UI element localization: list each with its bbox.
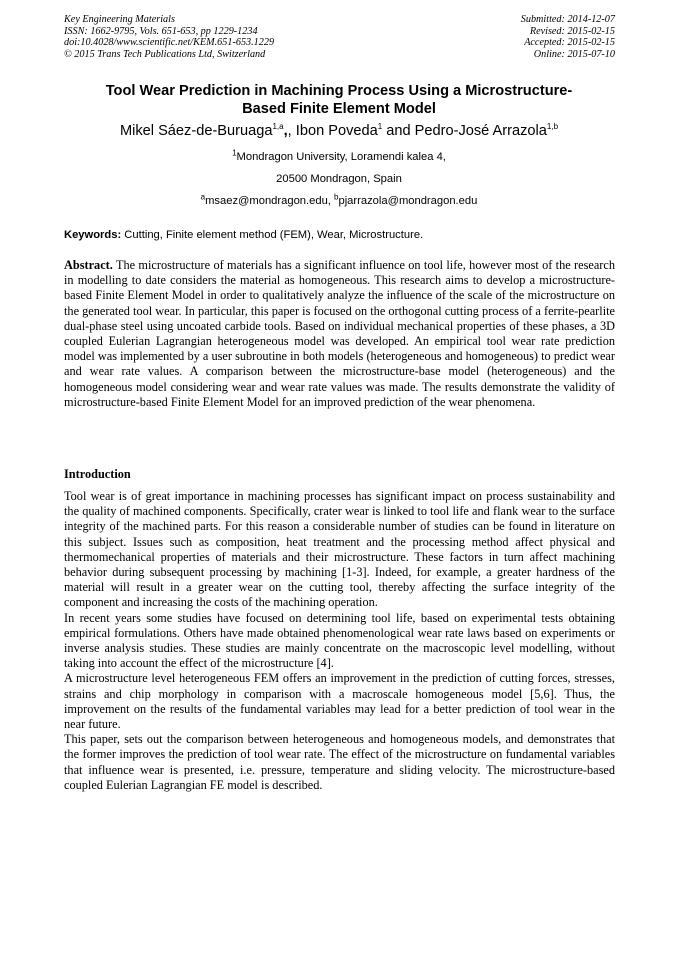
email-b[interactable]: pjarrazola@mondragon.edu <box>338 195 478 207</box>
intro-paragraph-4: This paper, sets out the comparison between heterogeneous and homogeneous models, and demonstrates that the former improves the prediction of tool wear rate. The effect of the microstructure on fundamental variables that influence wear is presented, i.e. pressure, temperature and sliding velocity. The microstructure-based coupled Eulerian Lagrangian FE model is described. <box>64 732 615 792</box>
abstract-text: The microstructure of materials has a significant influence on tool life, however most of the research in modelling to date considers the material as homogeneous. This research aims to develop a microstructure-based Finite Element Model in order to qualitatively analyze the influence of the scale of the microstructure on the generated tool wear. In particular, this paper is focused on the orthogonal cutting process of a ferrite-pearlite dual-phase steel using uncoated carbide tools. Based on individual mechanical properties of these phases, a 3D coupled Eulerian Lagrangian heterogeneous model was developed. An empirical tool wear rate prediction model was implemented by a user subroutine in both models (heterogeneous and homogeneous) to predict wear and wear rate values. A comparison between the microstructure-base model (heterogeneous) and the homogeneous model considering wear and wear rate values was made. The results demonstrate the validity of microstructure-based Finite Element Model for an improved prediction of the wear phenomena. <box>64 258 615 409</box>
paper-title <box>64 82 614 118</box>
author-emails <box>40 194 638 208</box>
date-online: Online: 2015-07-10 <box>533 48 615 60</box>
author-1: Mikel Sáez-de-Buruaga <box>119 123 273 139</box>
email-marker-a: a <box>200 192 206 202</box>
journal-copyright: © 2015 Trans Tech Publications Ltd, Switzerland <box>64 48 266 60</box>
author-2-affil: 1 <box>377 122 383 132</box>
author-2: , Ibon Poveda <box>287 123 378 139</box>
author-list <box>40 122 638 140</box>
journal-name: Key Engineering Materials <box>64 14 175 25</box>
author-3-affil: 1,b <box>546 122 559 132</box>
affiliation-marker: 1 <box>232 148 237 158</box>
author-3: and Pedro-José Arrazola <box>382 123 547 139</box>
date-revised: Revised: 2015-02-15 <box>529 25 615 37</box>
affiliation-address: Mondragon University, Loramendi kalea 4, <box>236 151 446 163</box>
date-submitted: Submitted: 2014-12-07 <box>520 14 615 25</box>
introduction-heading: Introduction <box>64 467 131 481</box>
title-line-2: Based Finite Element Model <box>242 101 436 117</box>
journal-info <box>64 14 274 60</box>
title-line-1: Tool Wear Prediction in Machining Process Using a Microstructure- <box>105 83 573 99</box>
email-marker-b: b <box>334 192 339 202</box>
author-separator-comma: , <box>283 123 288 139</box>
intro-paragraph-2: In recent years some studies have focused on determining tool life, based on experimental tests obtaining empirical formulations. Others have made obtained phenomenological wear rate laws based on experiments or inverse analysis studies. These studies are mainly concentrate on the macroscopic level modelling, without taking into account the effect of the microstructure [4]. <box>64 610 615 671</box>
keywords-text: Cutting, Finite element method (FEM), Wear, Microstructure. <box>121 229 424 241</box>
journal-issn: ISSN: 1662-9795, Vols. 651-653, pp 1229-1234 <box>64 25 258 37</box>
intro-paragraph-3: A microstructure level heterogeneous FEM offers an improvement in the prediction of cutting forces, stresses, strains and chip morphology in comparison with a macroscale homogeneous model [5,6]. Thus, the improvement on the results of the fundamental variables may lead for a better prediction of tool wear in the near future. <box>64 671 615 732</box>
affiliation-city: 20500 Mondragon, Spain <box>276 173 402 185</box>
publication-dates <box>521 14 615 60</box>
journal-doi[interactable]: doi:10.4028/www.scientific.net/KEM.651-653.1229 <box>64 37 275 48</box>
date-accepted: Accepted: 2015-02-15 <box>524 37 615 48</box>
intro-paragraph-1: Tool wear is of great importance in machining processes has significant impact on process sustainability and the quality of machined components. Specifically, crater wear is linked to tool life and flank wear to the surface integrity of the machined parts. For this reason a considerable number of studies can be found in literature on this subject. Issues such as composition, heat treatment and the processing method affect physical and thermomechanical properties of materials and their microstructure. These factors in turn affect machining behavior during subsequent processing by machining [1-3]. Indeed, for example, a greater hardness of the material will result in a greater wear on the cutting tool, thereby affecting the surface integrity of the component and increasing the costs of the machining operation. <box>64 489 615 610</box>
email-a[interactable]: msaez@mondragon.edu, <box>205 195 335 207</box>
author-1-affil: 1,a <box>272 122 284 132</box>
abstract-label: Abstract. <box>64 258 113 272</box>
keywords-label: Keywords: <box>64 229 122 241</box>
abstract <box>64 258 615 410</box>
introduction-body <box>64 489 615 793</box>
keywords <box>64 228 615 242</box>
affiliation-line-1 <box>40 150 638 164</box>
affiliation-line-2 <box>40 172 638 186</box>
